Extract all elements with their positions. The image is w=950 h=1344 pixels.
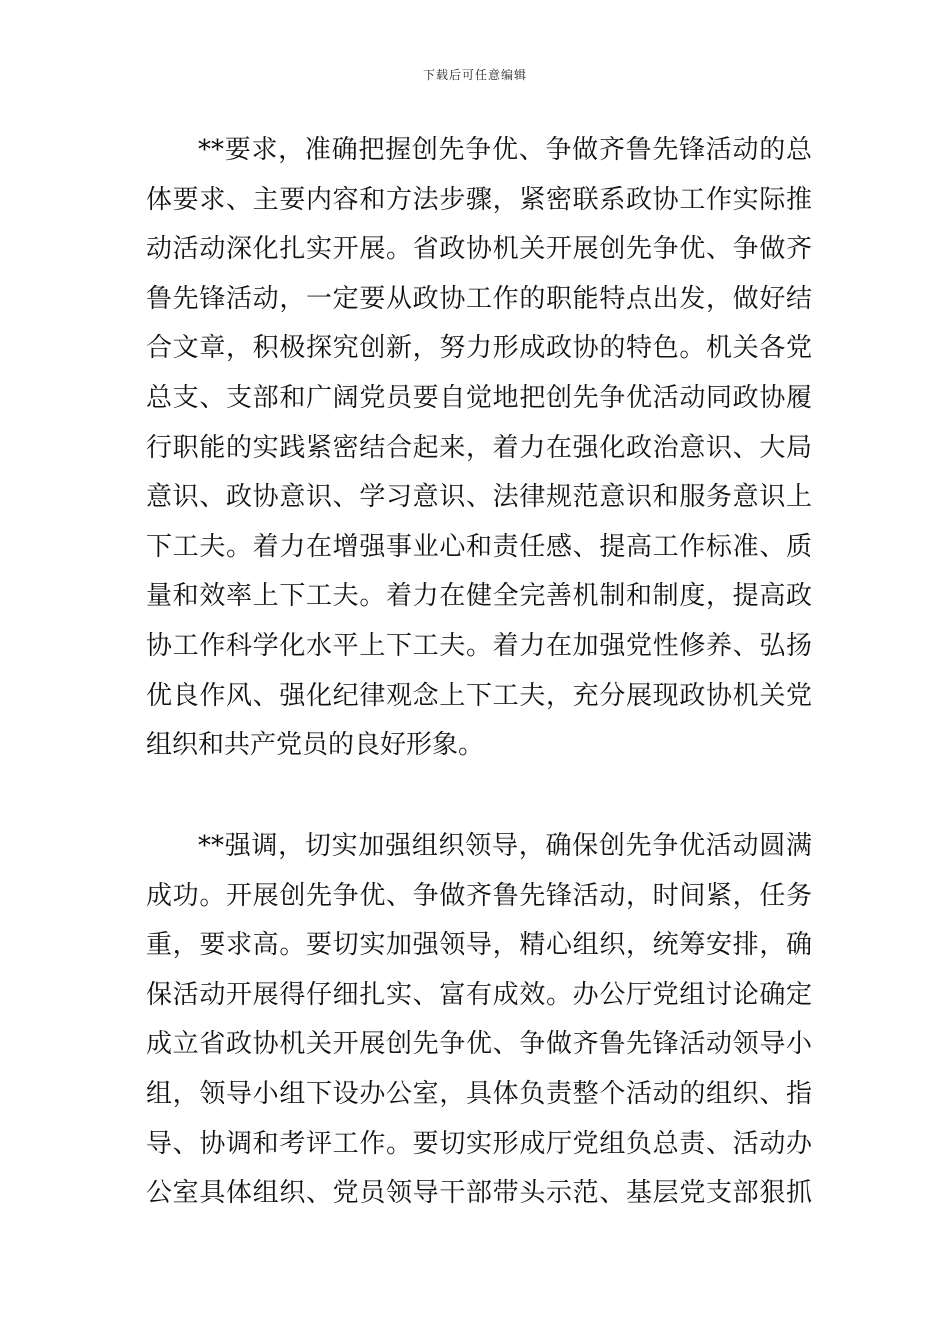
paragraph-line: 体要求、主要内容和方法步骤，紧密联系政协工作实际推 — [146, 184, 812, 215]
paragraph-line: 合文章，积极探究创新，努力形成政协的特色。机关各党 — [146, 333, 812, 364]
paragraph-line: 保活动开展得仔细扎实、富有成效。办公厅党组讨论确定 — [146, 979, 812, 1010]
paragraph-line: 行职能的实践紧密结合起来，着力在强化政治意识、大局 — [146, 432, 812, 463]
paragraph-line: 动活动深化扎实开展。省政协机关开展创先争优、争做齐 — [146, 234, 812, 265]
paragraph-requirements — [146, 126, 812, 771]
paragraph-line: **强调，切实加强组织领导，确保创先争优活动圆满 — [198, 831, 812, 861]
paragraph-leadership — [146, 822, 812, 1219]
paragraph-line: 意识、政协意识、学习意识、法律规范意识和服务意识上 — [146, 482, 812, 513]
paragraph-line: 下工夫。着力在增强事业心和责任感、提高工作标准、质 — [146, 531, 812, 562]
paragraph-line: 成立省政协机关开展创先争优、争做齐鲁先锋活动领导小 — [146, 1029, 812, 1060]
paragraph-line: 公室具体组织、党员领导干部带头示范、基层党支部狠抓 — [146, 1178, 812, 1209]
paragraph-line: 组，领导小组下设办公室，具体负责整个活动的组织、指 — [146, 1078, 812, 1109]
page-header-note: 下载后可任意编辑 — [422, 68, 527, 82]
paragraph-line: 成功。开展创先争优、争做齐鲁先锋活动，时间紧，任务 — [146, 880, 812, 911]
paragraph-line: 鲁先锋活动，一定要从政协工作的职能特点出发，做好结 — [146, 283, 812, 314]
paragraph-line: 重，要求高。要切实加强领导，精心组织，统筹安排，确 — [146, 930, 812, 961]
paragraph-line: 导、协调和考评工作。要切实形成厅党组负总责、活动办 — [146, 1128, 812, 1159]
paragraph-line: 量和效率上下工夫。着力在健全完善机制和制度，提高政 — [146, 581, 812, 612]
paragraph-line: 协工作科学化水平上下工夫。着力在加强党性修养、弘扬 — [146, 630, 812, 661]
paragraph-line: 总支、支部和广阔党员要自觉地把创先争优活动同政协履 — [146, 382, 812, 413]
paragraph-line: 优良作风、强化纪律观念上下工夫，充分展现政协机关党 — [146, 680, 812, 711]
paragraph-line: 组织和共产党员的良好形象。 — [146, 730, 485, 761]
paragraph-line: **要求，准确把握创先争优、争做齐鲁先锋活动的总 — [198, 135, 812, 165]
